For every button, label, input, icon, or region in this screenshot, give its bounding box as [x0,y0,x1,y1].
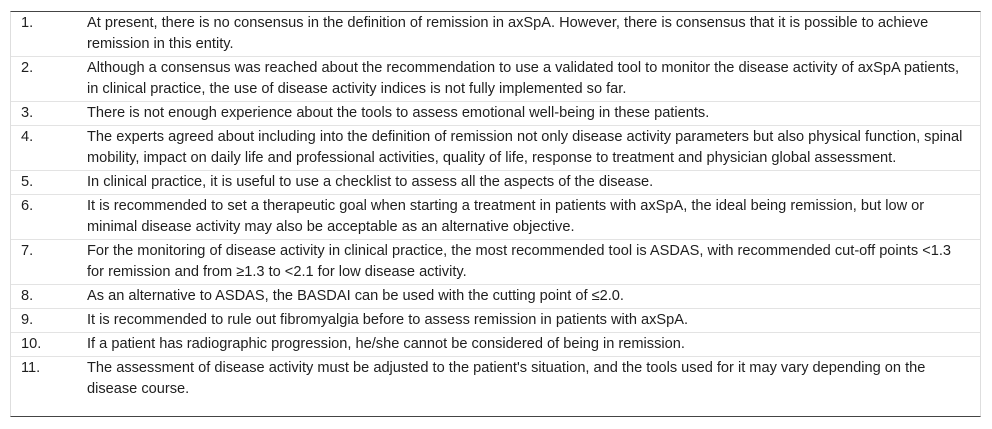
table-row [11,126,980,171]
item-number: 9. [11,309,87,333]
item-text: Although a consensus was reached about the recommendation to use a validated tool to monitor the disease activity of axSpA patients, in clinical practice, the use of disease activity indices is not fully implemented so far. [87,57,980,102]
item-text: If a patient has radiographic progression, he/she cannot be considered of being in remission. [87,333,980,357]
table-row [11,195,980,240]
item-number: 8. [11,285,87,309]
item-number: 4. [11,126,87,171]
table-row [11,57,980,102]
recommendations-table-body [11,12,980,401]
recommendations-table [11,12,980,401]
table-row [11,309,980,333]
item-number: 11. [21,360,41,376]
table-row [11,285,980,309]
item-number: 7. [11,240,87,285]
table-row [11,240,980,285]
item-number: 5. [11,171,87,195]
item-text: For the monitoring of disease activity in clinical practice, the most recommended tool is ASDAS, with recommended cut-off points <1.3 for remission and from ≥1.3 to <2.1 for low disease activity. [87,240,980,285]
item-number: 2. [11,57,87,102]
item-number: 1. [11,12,87,57]
item-number: 3. [11,102,87,126]
item-text: At present, there is no consensus in the definition of remission in axSpA. However, there is consensus that it is possible to achieve remission in this entity. [87,12,980,57]
item-text: The assessment of disease activity must be adjusted to the patient's situation, and the tools used for it may vary depending on the disease course. [87,360,926,397]
item-number: 6. [11,195,87,240]
table-row [11,357,980,402]
table-row [11,333,980,357]
item-text: In clinical practice, it is useful to use a checklist to assess all the aspects of the disease. [87,171,980,195]
recommendations-table-container [10,11,981,417]
table-row [11,12,980,57]
item-text: As an alternative to ASDAS, the BASDAI can be used with the cutting point of ≤2.0. [87,285,980,309]
item-number: 10. [11,333,87,357]
table-row [11,171,980,195]
item-text: It is recommended to rule out fibromyalgia before to assess remission in patients with axSpA. [87,309,980,333]
item-text: The experts agreed about including into the definition of remission not only disease activity parameters but also physical function, spinal mobility, impact on daily life and professional activities, quality of life, response to treatment and physician global assessment. [87,126,980,171]
item-text: It is recommended to set a therapeutic goal when starting a treatment in patients with axSpA, the ideal being remission, but low or minimal disease activity may also be acceptable as an alternative objective. [87,195,980,240]
table-row [11,102,980,126]
item-text: There is not enough experience about the tools to assess emotional well-being in these patients. [87,102,980,126]
